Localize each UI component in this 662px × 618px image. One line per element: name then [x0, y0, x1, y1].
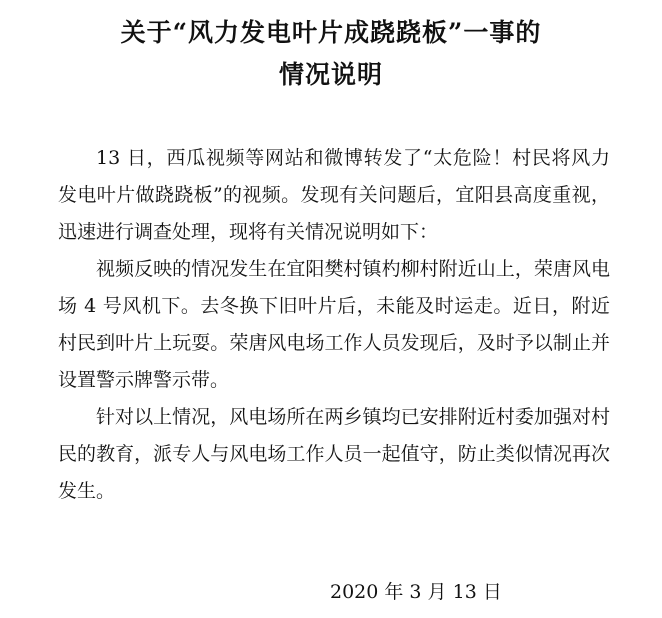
document-title-line-2: 情况说明: [278, 60, 383, 89]
paragraph-intro: 13 日，西瓜视频等网站和微博转发了“太危险！村民将风力发电叶片做跷跷板”的视频。发现有关问题后，宜阳县高度重视，迅速进行调查处理，现将有关情况说明如下：: [58, 147, 610, 243]
document-date: 2020 年 3 月 13 日: [330, 581, 502, 603]
document-body: [58, 140, 610, 510]
document-title-line-1: 关于“风力发电叶片成跷跷板”一事的: [120, 18, 542, 47]
paragraph-situation: 视频反映的情况发生在宜阳樊村镇杓柳村附近山上，荣唐风电场 4 号风机下。去冬换下旧叶片后，未能及时运走。近日，附近村民到叶片上玩耍。荣唐风电场工作人员发现后，及时予以制止并设置警示牌警示带。: [58, 258, 610, 391]
paragraph-measures: 针对以上情况，风电场所在两乡镇均已安排附近村委加强对村民的教育，派专人与风电场工作人员一起值守，防止类似情况再次发生。: [58, 406, 610, 502]
